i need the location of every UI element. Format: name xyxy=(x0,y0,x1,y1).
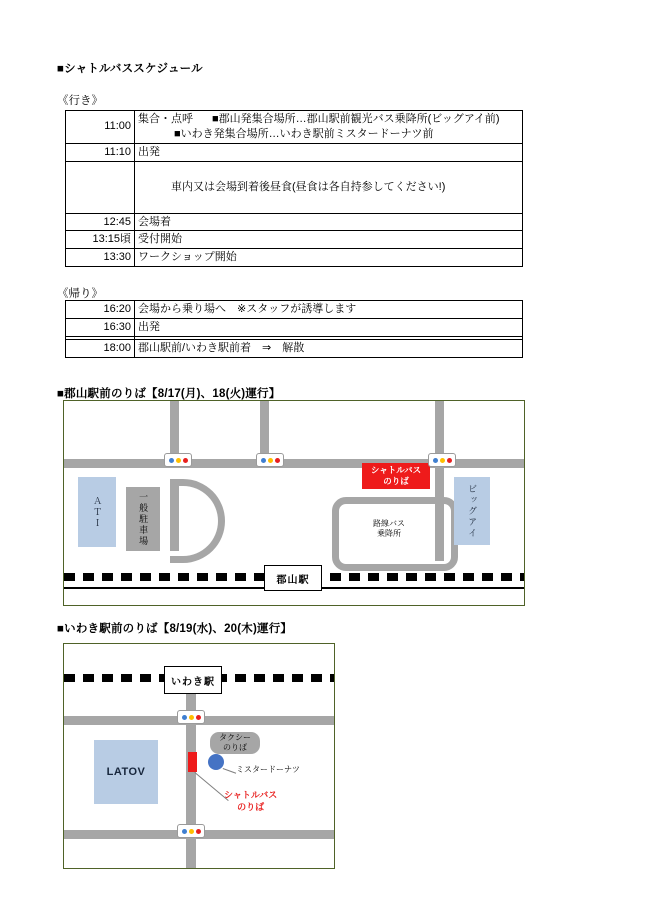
outbound-activity-0-title: 集合・点呼 xyxy=(138,113,193,125)
map-iwaki xyxy=(63,643,335,869)
inbound-section-label: 《帰り》 xyxy=(57,288,103,300)
signal-red-lamp xyxy=(275,458,280,463)
station-koriyama: 郡山駅 xyxy=(264,565,322,591)
signal-yellow-lamp xyxy=(189,715,194,720)
table-row xyxy=(66,249,523,267)
outbound-note-0-1: ■いわき発集合場所…いわき駅前ミスタードーナツ前 xyxy=(174,127,434,140)
inbound-activity-0: 会場から乗り場へ ※スタッフが誘導します xyxy=(135,301,523,319)
mister-donut-label: ミスタードーナツ xyxy=(236,765,300,774)
taxi-stand-label: タクシー のりば xyxy=(210,732,260,754)
outbound-activity-5: ワークショップ開始 xyxy=(135,249,523,267)
signal-yellow-lamp xyxy=(189,829,194,834)
building-parking xyxy=(126,487,160,551)
table-row xyxy=(66,318,523,336)
outbound-time-3: 12:45 xyxy=(66,213,135,231)
table-row xyxy=(66,213,523,231)
table-row xyxy=(66,111,523,144)
signal-blue-lamp xyxy=(261,458,266,463)
outbound-section-label: 《行き》 xyxy=(57,95,103,107)
inbound-time-0: 16:20 xyxy=(66,301,135,319)
inbound-time-1: 16:30 xyxy=(66,318,135,336)
signal-blue-lamp xyxy=(182,715,187,720)
inbound-time-3: 18:00 xyxy=(66,339,135,357)
outbound-time-0: 11:00 xyxy=(66,111,135,144)
traffic-signal-icon-right xyxy=(428,453,456,467)
signal-red-lamp xyxy=(196,715,201,720)
outbound-activity-2: 車内又は会場到着後昼食(昼食は各自持参してください!) xyxy=(135,161,523,213)
inbound-activity-1: 出発 xyxy=(135,318,523,336)
shuttle-bus-stop-box: シャトルバス のりば xyxy=(362,463,430,489)
table-row xyxy=(66,339,523,357)
building-big-eye xyxy=(454,477,490,545)
signal-red-lamp xyxy=(447,458,452,463)
building-ati xyxy=(78,477,116,547)
outbound-activity-4: 受付開始 xyxy=(135,231,523,249)
building-big-eye-label: ビッグアイ xyxy=(467,483,478,539)
building-ati-label: ＡＴＩ xyxy=(92,495,103,529)
shuttle-bus-stop-marker xyxy=(188,752,197,772)
traffic-signal-icon-center xyxy=(256,453,284,467)
signal-red-lamp xyxy=(196,829,201,834)
table-row xyxy=(66,231,523,249)
page-title: ■シャトルバススケジュール xyxy=(57,63,203,75)
outbound-activity-0 xyxy=(135,111,523,144)
signal-blue-lamp xyxy=(433,458,438,463)
map-iwaki-heading: ■いわき駅前のりば【8/19(水)、20(木)運行】 xyxy=(57,623,293,635)
traffic-signal-icon-left xyxy=(164,453,192,467)
signal-yellow-lamp xyxy=(440,458,445,463)
station-iwaki: いわき駅 xyxy=(164,666,222,694)
table-row xyxy=(66,161,523,213)
building-latov: LATOV xyxy=(94,740,158,804)
map-koriyama xyxy=(63,400,525,606)
inbound-activity-3: 郡山駅前/いわき駅前着 ⇒ 解散 xyxy=(135,339,523,357)
signal-red-lamp xyxy=(183,458,188,463)
traffic-signal-icon-upper xyxy=(177,710,205,724)
outbound-time-2 xyxy=(66,161,135,213)
signal-blue-lamp xyxy=(169,458,174,463)
signal-blue-lamp xyxy=(182,829,187,834)
outbound-time-4: 13:15頃 xyxy=(66,231,135,249)
map-koriyama-heading: ■郡山駅前のりば【8/17(月)、18(火)運行】 xyxy=(57,388,281,400)
bus-terminal-label: 路線バス 乗降所 xyxy=(373,519,405,539)
road-loop-left-stem xyxy=(170,479,179,551)
outbound-time-5: 13:30 xyxy=(66,249,135,267)
signal-yellow-lamp xyxy=(268,458,273,463)
inbound-schedule-table xyxy=(65,300,523,358)
table-row xyxy=(66,143,523,161)
shuttle-bus-stop-label: シャトルバス のりば xyxy=(224,790,278,812)
building-parking-label: 一般駐車場 xyxy=(138,491,149,547)
outbound-activity-1: 出発 xyxy=(135,143,523,161)
traffic-signal-icon-lower xyxy=(177,824,205,838)
outbound-time-1: 11:10 xyxy=(66,143,135,161)
outbound-activity-3: 会場着 xyxy=(135,213,523,231)
mister-donut-marker xyxy=(208,754,224,770)
leader-line-mister-donut xyxy=(223,768,236,774)
table-row xyxy=(66,301,523,319)
outbound-note-0-0: ■郡山発集合場所…郡山駅前観光バス乗降所(ビッグアイ前) xyxy=(212,113,500,125)
outbound-schedule-table xyxy=(65,110,523,267)
signal-yellow-lamp xyxy=(176,458,181,463)
